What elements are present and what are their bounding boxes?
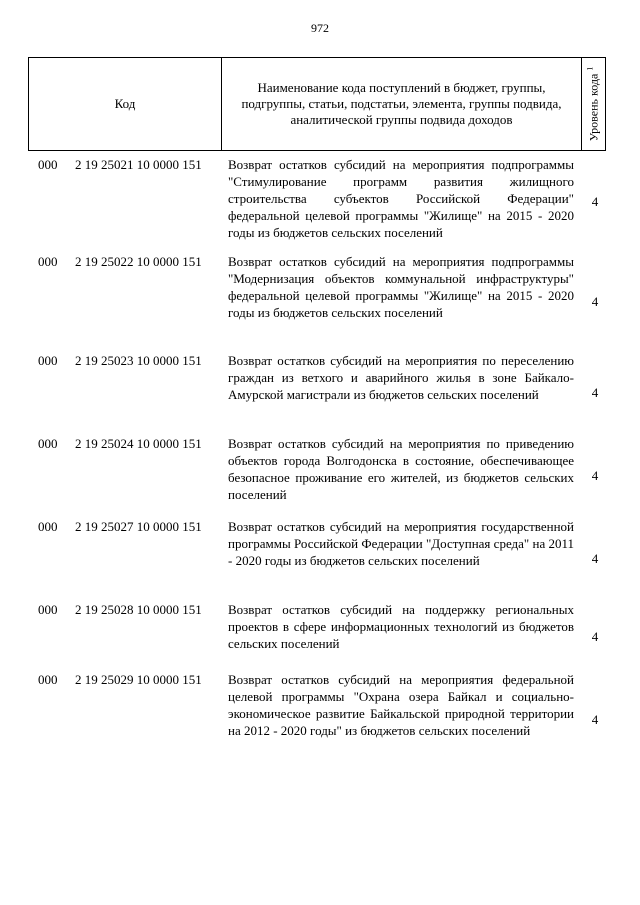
- row-level: 4: [591, 294, 599, 309]
- header-level-footnote: 1: [585, 66, 595, 71]
- table-header: [28, 57, 606, 151]
- header-name: Наименование кода поступлений в бюджет, группы, подгруппы, статьи, подстатьи, элемента, группы подвида, аналитической группы подвида доходов: [222, 58, 582, 150]
- row-income-code: 2 19 25029 10 0000 151: [75, 672, 202, 687]
- row-income-code: 2 19 25024 10 0000 151: [75, 436, 202, 451]
- header-code: Код: [29, 58, 222, 150]
- row-level: 4: [591, 194, 599, 209]
- row-description: Возврат остатков субсидий на мероприятия подпрограммы "Стимулирование программ развития жилищного строительства субъектов Российской Федерации" федеральной целевой программы "Жилище" на 2015 - 2020 годы из бюджетов сельских поселений: [228, 157, 574, 240]
- header-level-label: Уровень кода: [586, 73, 601, 142]
- row-description: Возврат остатков субсидий на мероприятия по переселению граждан из ветхого и аварийного жилья в зоне Байкало-Амурской магистрали из бюджетов сельских поселений: [228, 353, 574, 402]
- row-income-code: 2 19 25022 10 0000 151: [75, 254, 202, 269]
- row-admin-code: 000: [38, 602, 58, 617]
- row-level: 4: [591, 468, 599, 483]
- row-income-code: 2 19 25027 10 0000 151: [75, 519, 202, 534]
- row-admin-code: 000: [38, 672, 58, 687]
- row-income-code: 2 19 25021 10 0000 151: [75, 157, 202, 172]
- row-admin-code: 000: [38, 436, 58, 451]
- row-level: 4: [591, 629, 599, 644]
- row-income-code: 2 19 25023 10 0000 151: [75, 353, 202, 368]
- row-level: 4: [591, 712, 599, 727]
- row-description: Возврат остатков субсидий на мероприятия федеральной целевой программы "Охрана озера Байкал и социально-экономическое развитие Байкальской природной территории на 2012 - 2020 годы" из бюджетов сельских поселений: [228, 672, 574, 738]
- row-admin-code: 000: [38, 157, 58, 172]
- row-income-code: 2 19 25028 10 0000 151: [75, 602, 202, 617]
- row-description: Возврат остатков субсидий на поддержку региональных проектов в сфере информационных технологий из бюджетов сельских поселений: [228, 602, 574, 651]
- header-level: [582, 58, 605, 150]
- row-level: 4: [591, 551, 599, 566]
- row-description: Возврат остатков субсидий на мероприятия подпрограммы "Модернизация объектов коммунальной инфраструктуры" федеральной целевой программы "Жилище" на 2015 - 2020 годы из бюджетов сельских поселений: [228, 254, 574, 320]
- row-description: Возврат остатков субсидий на мероприятия государственной программы Российской Федерации "Доступная среда" на 2011 - 2020 годы из бюджетов сельских поселений: [228, 519, 574, 568]
- row-level: 4: [591, 385, 599, 400]
- row-admin-code: 000: [38, 353, 58, 368]
- row-admin-code: 000: [38, 254, 58, 269]
- row-admin-code: 000: [38, 519, 58, 534]
- row-description: Возврат остатков субсидий на мероприятия по приведению объектов города Волгодонска в состояние, обеспечивающее безопасное проживание его жителей, из бюджетов сельских поселений: [228, 436, 574, 502]
- page-number: 972: [311, 21, 329, 35]
